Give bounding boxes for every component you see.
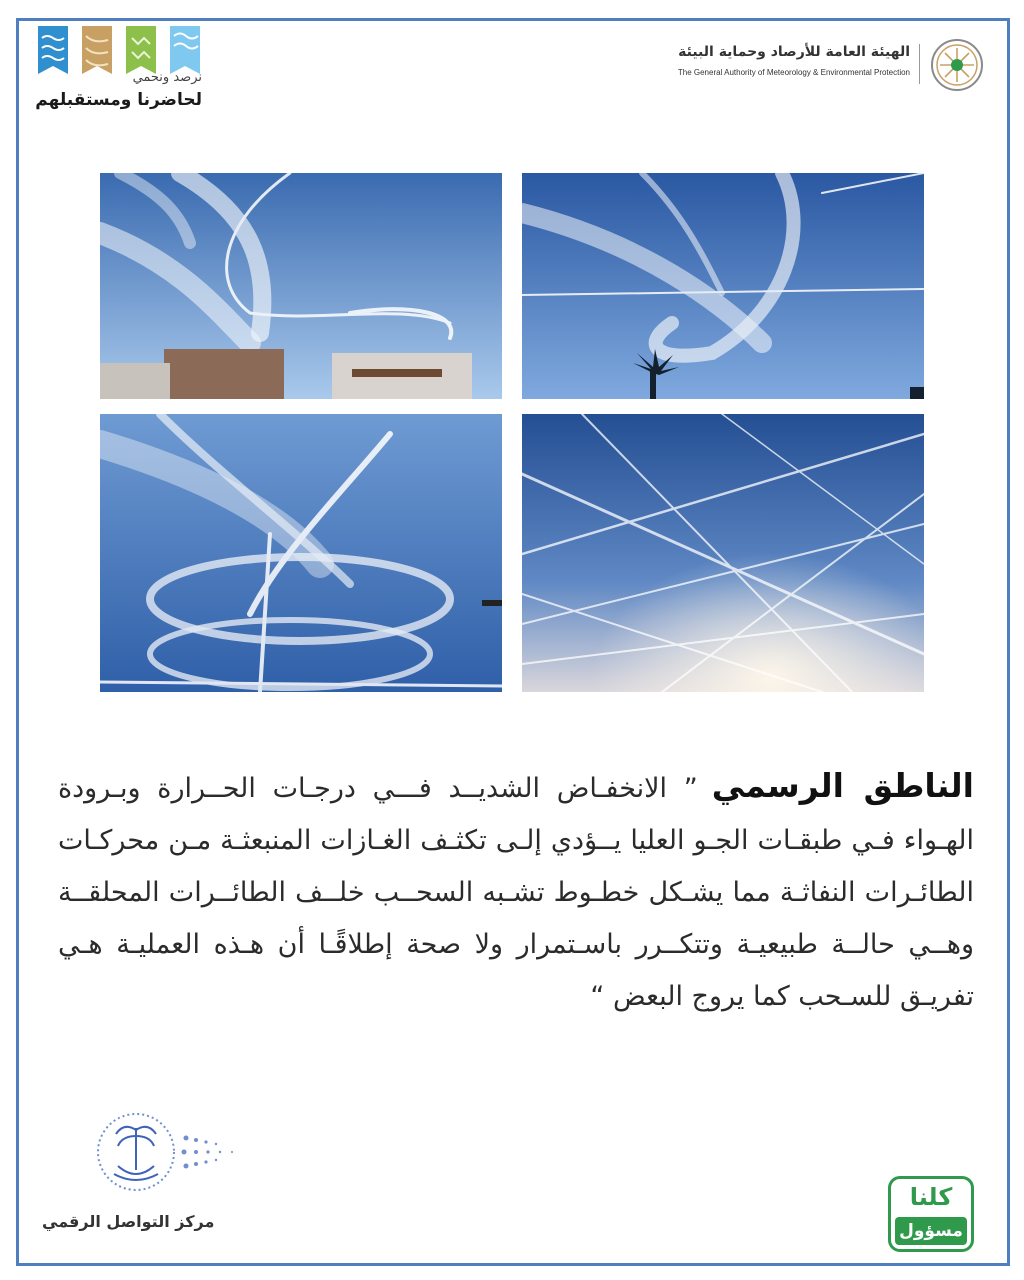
badge-bottom-text: مسؤول (895, 1217, 967, 1245)
speaker-title: الناطق الرسمي (711, 766, 974, 805)
photo-crossing-contrails (522, 414, 924, 692)
authority-emblem-icon (930, 38, 984, 92)
badge-top-text: كلنا (909, 1183, 953, 1211)
photo-contrails-over-buildings (100, 173, 502, 399)
header-divider (919, 44, 920, 84)
authority-header (664, 38, 984, 94)
digital-center-emblem-icon (94, 1108, 244, 1203)
spokesperson-statement (58, 760, 974, 1023)
digital-center-label: مركز التواصل الرقمي (42, 1212, 215, 1231)
photo-contrails-over-palm (522, 173, 924, 399)
campaign-slogan: لحاضرنا ومستقبلهم (35, 90, 202, 110)
campaign-tagline: نرصد ونحمي (132, 70, 202, 85)
statement-text: ” الانخفـاض الشديــد فـــي درجـات الحــرارة وبـرودة الهـواء فـي طبقـات الجـو العليا يــؤدي إلـى تكثـف الغـازات المنبعثـة مـن محركـات الطائـرات النفاثـة مما يشـكل خطـوط تشـبه السحــب خلــف الطائــرات المحلقــة وهــي حالــة طبيعيـة وتتكــرر باسـتمرار ولا صحة إطلاقًـا أن هـذه العمليـة هـي تفريـق للسـحب كما يروج البعض “ (58, 773, 974, 1012)
kulluna-masool-badge (888, 1176, 974, 1252)
authority-name-ar: الهيئة العامة للأرصاد وحماية البيئة (678, 44, 910, 60)
campaign-logo (34, 26, 204, 116)
photo-looping-contrails (100, 414, 502, 692)
digital-center-logo (38, 1108, 248, 1238)
authority-name-en: The General Authority of Meteorology & Environmental Protection (677, 68, 910, 77)
